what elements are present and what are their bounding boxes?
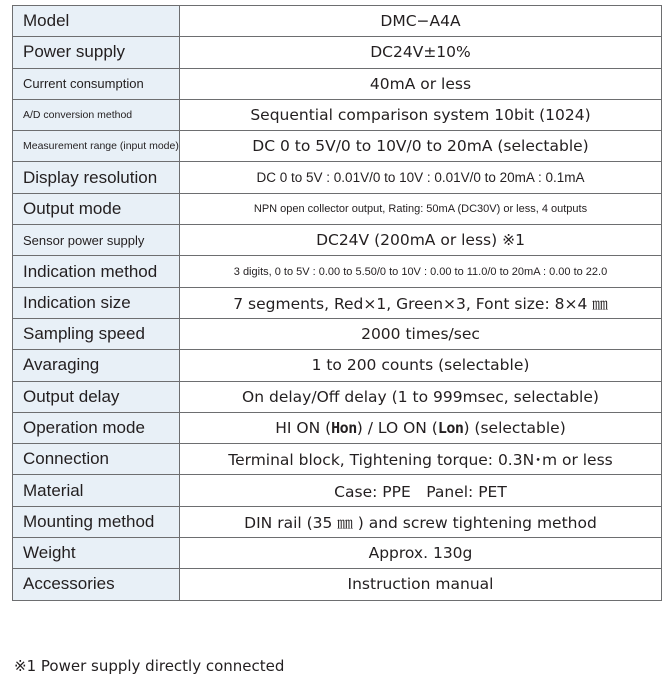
seven-segment-hon-glyph: Hon xyxy=(331,419,357,437)
spec-value: 3 digits, 0 to 5V : 0.00 to 5.50/0 to 10V : 0.00 to 11.0/0 to 20mA : 0.00 to 22.0 xyxy=(180,256,662,287)
spec-value: Instruction manual xyxy=(180,569,662,600)
spec-row-model xyxy=(13,6,662,37)
spec-table xyxy=(12,5,662,601)
spec-row-display-resolution xyxy=(13,162,662,193)
spec-value: Sequential comparison system 10bit (1024) xyxy=(180,99,662,130)
spec-value: On delay/Off delay (1 to 999msec, selectable) xyxy=(180,381,662,412)
spec-label: Avaraging xyxy=(13,350,180,381)
spec-label: Current consumption xyxy=(13,68,180,99)
spec-label: Operation mode xyxy=(13,412,180,443)
spec-row-indication-method xyxy=(13,256,662,287)
spec-row-accessories xyxy=(13,569,662,600)
spec-value: Approx. 130g xyxy=(180,538,662,569)
spec-row-sampling-speed xyxy=(13,318,662,349)
spec-row-sensor-power-supply xyxy=(13,225,662,256)
spec-row-output-mode xyxy=(13,193,662,224)
spec-row-mounting-method xyxy=(13,506,662,537)
spec-row-current-consumption xyxy=(13,68,662,99)
value-text: HI ON ( xyxy=(275,419,332,437)
spec-label: Sensor power supply xyxy=(13,225,180,256)
spec-row-output-delay xyxy=(13,381,662,412)
spec-value xyxy=(180,412,662,443)
spec-label: Accessories xyxy=(13,569,180,600)
spec-value: NPN open collector output, Rating: 50mA (DC30V) or less, 4 outputs xyxy=(180,193,662,224)
spec-label: Model xyxy=(13,6,180,37)
spec-row-indication-size xyxy=(13,287,662,318)
spec-row-averaging xyxy=(13,350,662,381)
spec-label: Output mode xyxy=(13,193,180,224)
spec-value: 1 to 200 counts (selectable) xyxy=(180,350,662,381)
spec-label: Indication method xyxy=(13,256,180,287)
spec-value: 7 segments, Red×1, Green×3, Font size: 8×4 ㎜ xyxy=(180,287,662,318)
footnote: ※1 Power supply directly connected xyxy=(14,657,285,675)
spec-value: DIN rail (35 ㎜ ) and screw tightening method xyxy=(180,506,662,537)
spec-label: A/D conversion method xyxy=(13,99,180,130)
spec-value: DC24V±10% xyxy=(180,37,662,68)
spec-label: Sampling speed xyxy=(13,318,180,349)
spec-label: Mounting method xyxy=(13,506,180,537)
spec-value: DC 0 to 5V : 0.01V/0 to 10V : 0.01V/0 to 20mA : 0.1mA xyxy=(180,162,662,193)
seven-segment-lon-glyph: Lon xyxy=(437,419,464,437)
spec-label: Material xyxy=(13,475,180,506)
spec-label: Power supply xyxy=(13,37,180,68)
spec-row-ad-conversion xyxy=(13,99,662,130)
spec-row-weight xyxy=(13,538,662,569)
spec-value: 40mA or less xyxy=(180,68,662,99)
spec-value: DC 0 to 5V/0 to 10V/0 to 20mA (selectable) xyxy=(180,131,662,162)
spec-row-measurement-range xyxy=(13,131,662,162)
spec-row-connection xyxy=(13,444,662,475)
spec-label: Output delay xyxy=(13,381,180,412)
spec-value: DMC−A4A xyxy=(180,6,662,37)
spec-row-operation-mode xyxy=(13,412,662,443)
spec-value: Case: PPE Panel: PET xyxy=(180,475,662,506)
spec-label: Weight xyxy=(13,538,180,569)
spec-label: Indication size xyxy=(13,287,180,318)
spec-value: DC24V (200mA or less) ※1 xyxy=(180,225,662,256)
spec-label: Connection xyxy=(13,444,180,475)
spec-value: 2000 times/sec xyxy=(180,318,662,349)
value-text: ) (selectable) xyxy=(463,419,566,437)
spec-label: Measurement range (input mode) xyxy=(13,131,180,162)
spec-label: Display resolution xyxy=(13,162,180,193)
value-text: ) / LO ON ( xyxy=(356,419,438,437)
spec-value: Terminal block, Tightening torque: 0.3N･m or less xyxy=(180,444,662,475)
spec-row-power-supply xyxy=(13,37,662,68)
spec-row-material xyxy=(13,475,662,506)
